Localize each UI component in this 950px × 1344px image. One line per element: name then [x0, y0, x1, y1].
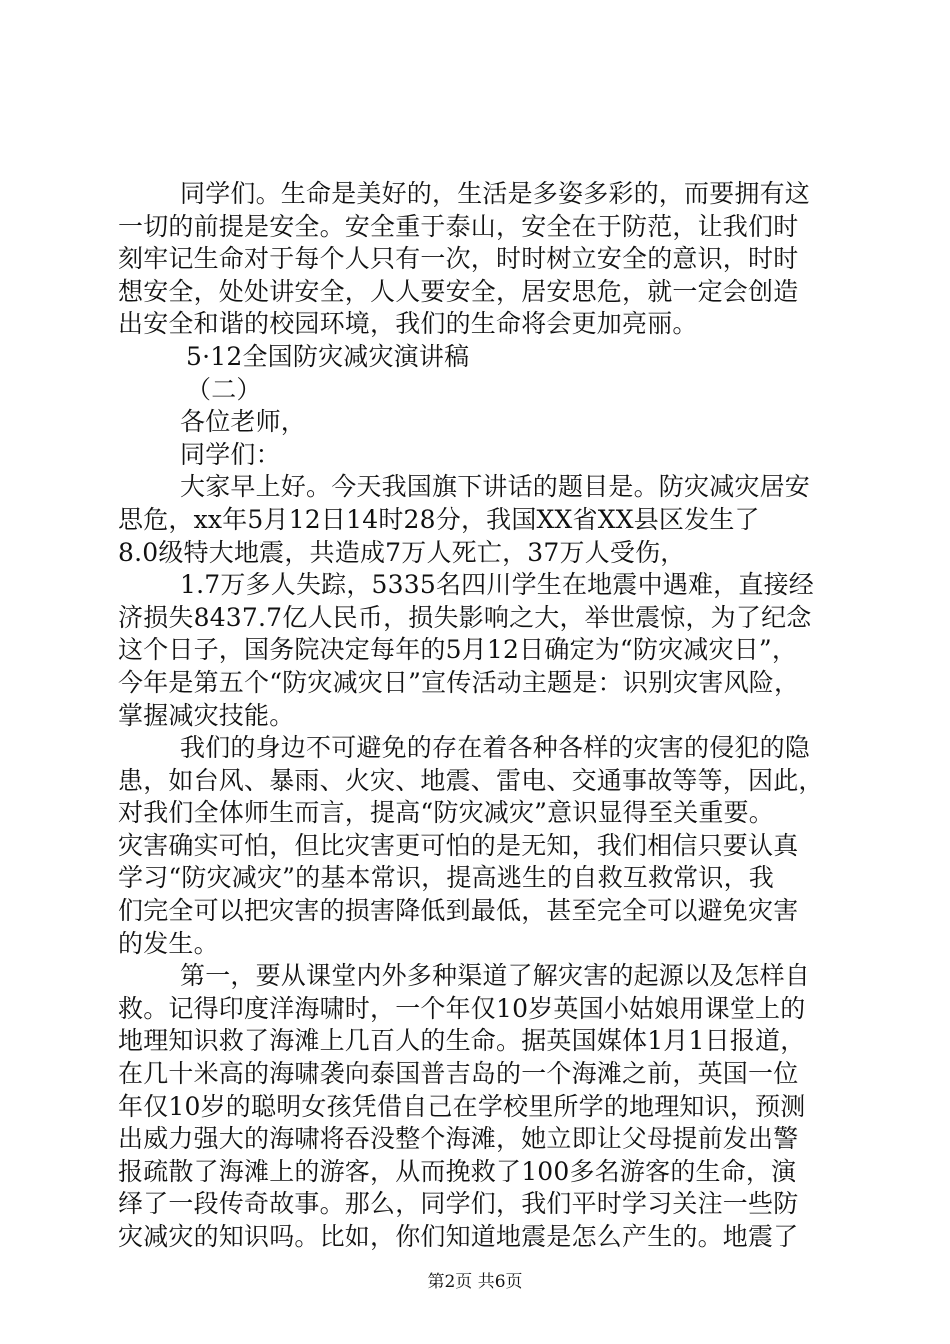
paragraph-line: 出威力强大的海啸将吞没整个海滩，她立即让父母提前发出警: [118, 1124, 799, 1154]
paragraph-line: 报疏散了海滩上的游客，从而挽救了100多名游客的生命，演: [118, 1156, 797, 1186]
paragraph-line: 们完全可以把灾害的损害降低到最低，甚至完全可以避免灾害: [118, 896, 799, 926]
paragraph-line: 绎了一段传奇故事。那么，同学们，我们平时学习关注一些防: [118, 1189, 799, 1219]
page-number-footer: 第2页 共6页: [427, 1272, 523, 1292]
paragraph-line: 这个日子，国务院决定每年的5月12日确定为“防灾减灾日”，: [118, 635, 798, 665]
section-title: 5·12全国防灾减灾演讲稿: [186, 341, 470, 371]
section-subtitle: （二）: [186, 374, 262, 404]
paragraph-line: 济损失8437.7亿人民币，损失影响之大，举世震惊，为了纪念: [118, 602, 812, 632]
paragraph-line: 在几十米高的海啸袭向泰国普吉岛的一个海滩之前，英国一位: [118, 1059, 799, 1089]
paragraph-line: 掌握减灾技能。: [118, 700, 295, 730]
document-body: [118, 178, 838, 1254]
salutation-line: 各位老师，: [180, 407, 307, 437]
paragraph-line: 年仅10岁的聪明女孩凭借自己在学校里所学的地理知识，预测: [118, 1091, 806, 1121]
paragraph-line: 一切的前提是安全。安全重于泰山，安全在于防范，让我们时: [118, 211, 799, 241]
paragraph-line: 救。记得印度洋海啸时，一个年仅10岁英国小姑娘用课堂上的: [118, 993, 806, 1023]
salutation-line: 同学们：: [180, 439, 281, 469]
paragraph-line: 思危，xx年5月12日14时28分，我国XX省XX县区发生了: [118, 504, 760, 534]
paragraph-line: 刻牢记生命对于每个人只有一次，时时树立安全的意识，时时: [118, 244, 799, 274]
paragraph-line: 出安全和谐的校园环境，我们的生命将会更加亮丽。: [118, 309, 698, 339]
paragraph-line: 第一，要从课堂内外多种渠道了解灾害的起源以及怎样自: [180, 961, 811, 991]
paragraph-line: 8.0级特大地震，共造成7万人死亡，37万人受伤，: [118, 537, 686, 567]
paragraph-line: 患，如台风、暴雨、火灾、地震、雷电、交通事故等等，因此，: [118, 765, 824, 795]
paragraph-line: 1.7万多人失踪，5335名四川学生在地震中遇难，直接经: [180, 570, 814, 600]
paragraph-line: 同学们。生命是美好的，生活是多姿多彩的，而要拥有这: [180, 179, 811, 208]
paragraph-line: 灾害确实可怕，但比灾害更可怕的是无知，我们相信只要认真: [118, 830, 799, 860]
paragraph-line: 地理知识救了海滩上几百人的生命。据英国媒体1月1日报道，: [118, 1026, 806, 1056]
paragraph-line: 灾减灾的知识吗。比如，你们知道地震是怎么产生的。地震了: [118, 1222, 799, 1251]
paragraph-line: 我们的身边不可避免的存在着各种各样的灾害的侵犯的隐: [180, 733, 811, 763]
paragraph-line: 的发生。: [118, 928, 219, 958]
paragraph-line: 学习“防灾减灾”的基本常识，提高逃生的自救互救常识，我: [118, 863, 774, 893]
paragraph-line: 大家早上好。今天我国旗下讲话的题目是。防灾减灾居安: [180, 472, 811, 502]
paragraph-line: 对我们全体师生而言，提高“防灾减灾”意识显得至关重要。: [118, 798, 774, 828]
paragraph-line: 今年是第五个“防灾减灾日”宣传活动主题是：识别灾害风险，: [118, 667, 800, 697]
paragraph-line: 想安全，处处讲安全，人人要安全，居安思危，就一定会创造: [118, 276, 799, 306]
